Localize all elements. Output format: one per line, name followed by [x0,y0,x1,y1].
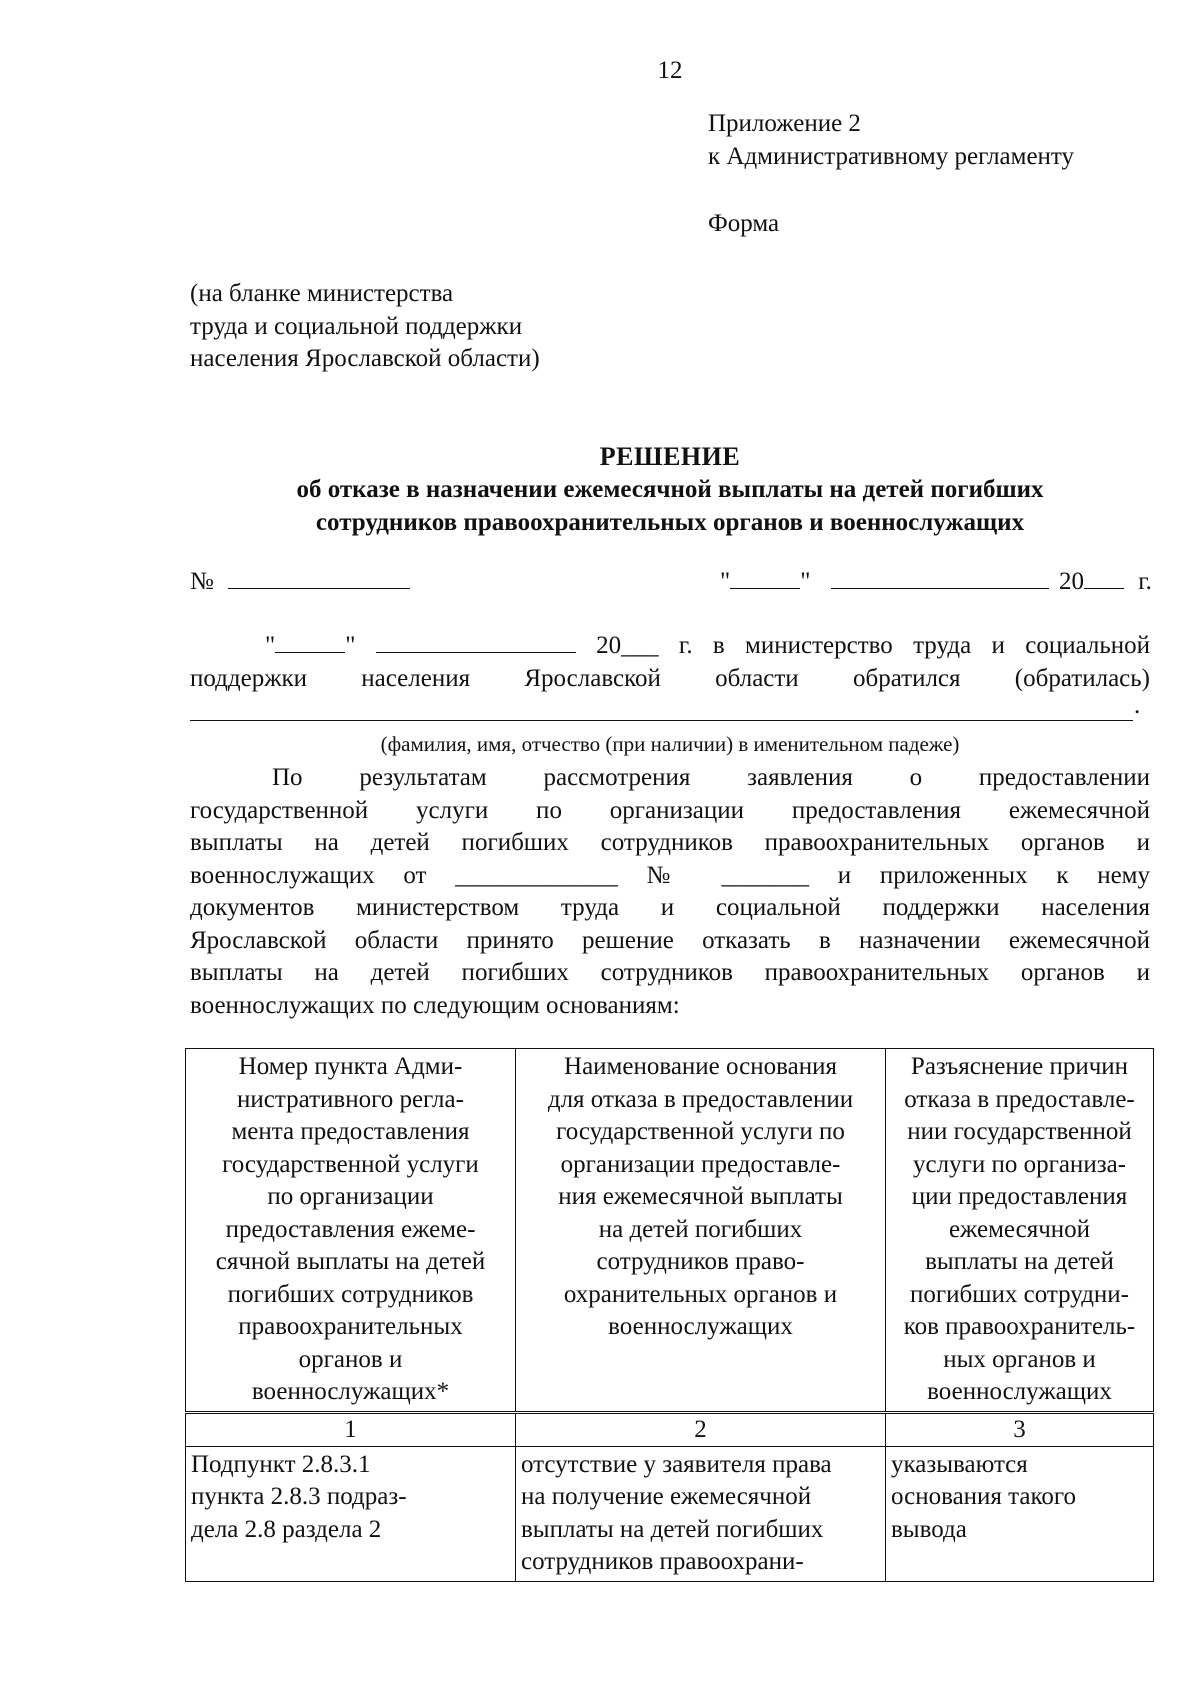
table-index-row [186,1412,1154,1446]
index-cell: 1 [186,1412,516,1446]
form-label: Форма [708,210,780,237]
title-main: РЕШЕНИЕ [599,442,741,471]
header-cell-ground-name: Наименование основания для отказа в предоставлении государственной услуги по организации предоставле- ния ежемесячной выплаты на детей погибших сотрудников право- охранительных органов и военнослужащих [516,1049,886,1413]
date-year-blank[interactable] [1084,566,1124,589]
index-cell: 3 [886,1412,1154,1446]
decision-date-line: " " 20 г. [720,568,1152,595]
application-paragraph [190,630,1150,696]
row-cell-item-number: Подпункт 2.8.3.1 пункта 2.8.3 подраз- дела 2.8 раздела 2 [186,1446,516,1581]
decision-line: По результатам рассмотрения заявления о предоставлении [272,764,1150,791]
applicant-name-blank[interactable] [190,700,1133,721]
decision-number-line [190,566,410,599]
number-sign: № [190,568,214,595]
appendix-header [708,108,1074,173]
table-row [186,1446,1154,1581]
application-line-1: " " 20___ г. в министерство труда и социальной [265,632,1151,659]
table-header-row [186,1049,1154,1413]
decision-number-blank[interactable] [228,566,410,589]
application-line-2: поддержки населения Ярославской области обратился (обратилась) [190,665,1150,692]
decision-line: военнослужащих по следующим основаниям: [190,991,680,1019]
date-day-blank[interactable] [730,566,800,589]
index-cell: 2 [516,1412,886,1446]
blank-note [190,278,540,376]
title-sub-line-2: сотрудников правоохранительных органов и военнослужащих [315,509,1025,536]
decision-line: выплаты на детей погибших сотрудников правоохранительных органов и [190,959,1150,986]
blank-note-line: (на бланке министерства [190,280,454,307]
decision-line: государственной услуги по организации предоставления ежемесячной [190,796,1150,824]
fio-period: . [1134,692,1141,719]
year-prefix: 20 [1058,568,1084,595]
appendix-line-2: к Административному регламенту [708,142,1075,170]
refusal-grounds-table [185,1048,1154,1582]
application-day-blank[interactable] [275,630,345,653]
application-month-blank[interactable] [376,630,576,653]
header-cell-explanation: Разъяснение причин отказа в предоставле- нии государственной услуги по организа- ции предоставления ежемесячной выплаты на детей погибших сотрудни- ков правоохранитель- ных органов и военнослужащих [886,1049,1154,1413]
decision-line: Ярославской области принято решение отказать в назначении ежемесячной [190,926,1150,954]
date-month-blank[interactable] [831,566,1049,589]
row-cell-ground-name: отсутствие у заявителя права на получение ежемесячной выплаты на детей погибших сотрудников правоохрани- [516,1446,886,1581]
title-sub-line-1: об отказе в назначении ежемесячной выплаты на детей погибших [296,476,1044,503]
header-cell-item-number: Номер пункта Адми- нистративного регла- мента предоставления государственной услуги по организации предоставления ежеме- сячной выплаты на детей погибших сотрудников правоохранительных органов и военнослужащих* [186,1049,516,1413]
decision-line: документов министерством труда и социальной поддержки населения [190,894,1150,921]
row-cell-explanation: указываются основания такого вывода [886,1446,1154,1581]
applicant-name-caption: (фамилия, имя, отчество (при наличии) в именительном падеже) [380,732,960,756]
decision-line: выплаты на детей погибших сотрудников правоохранительных органов и [190,829,1150,856]
document-title [190,440,1150,539]
blank-note-line: населения Ярославской области) [190,345,540,372]
year-suffix: г. [1138,568,1152,595]
page-number: 12 [657,57,683,84]
appendix-line-1: Приложение 2 [708,110,861,137]
decision-paragraph [190,762,1150,1022]
decision-line: военнослужащих от _____________ № _______ и приложенных к нему [190,861,1150,889]
blank-note-line: труда и социальной поддержки [190,312,523,340]
